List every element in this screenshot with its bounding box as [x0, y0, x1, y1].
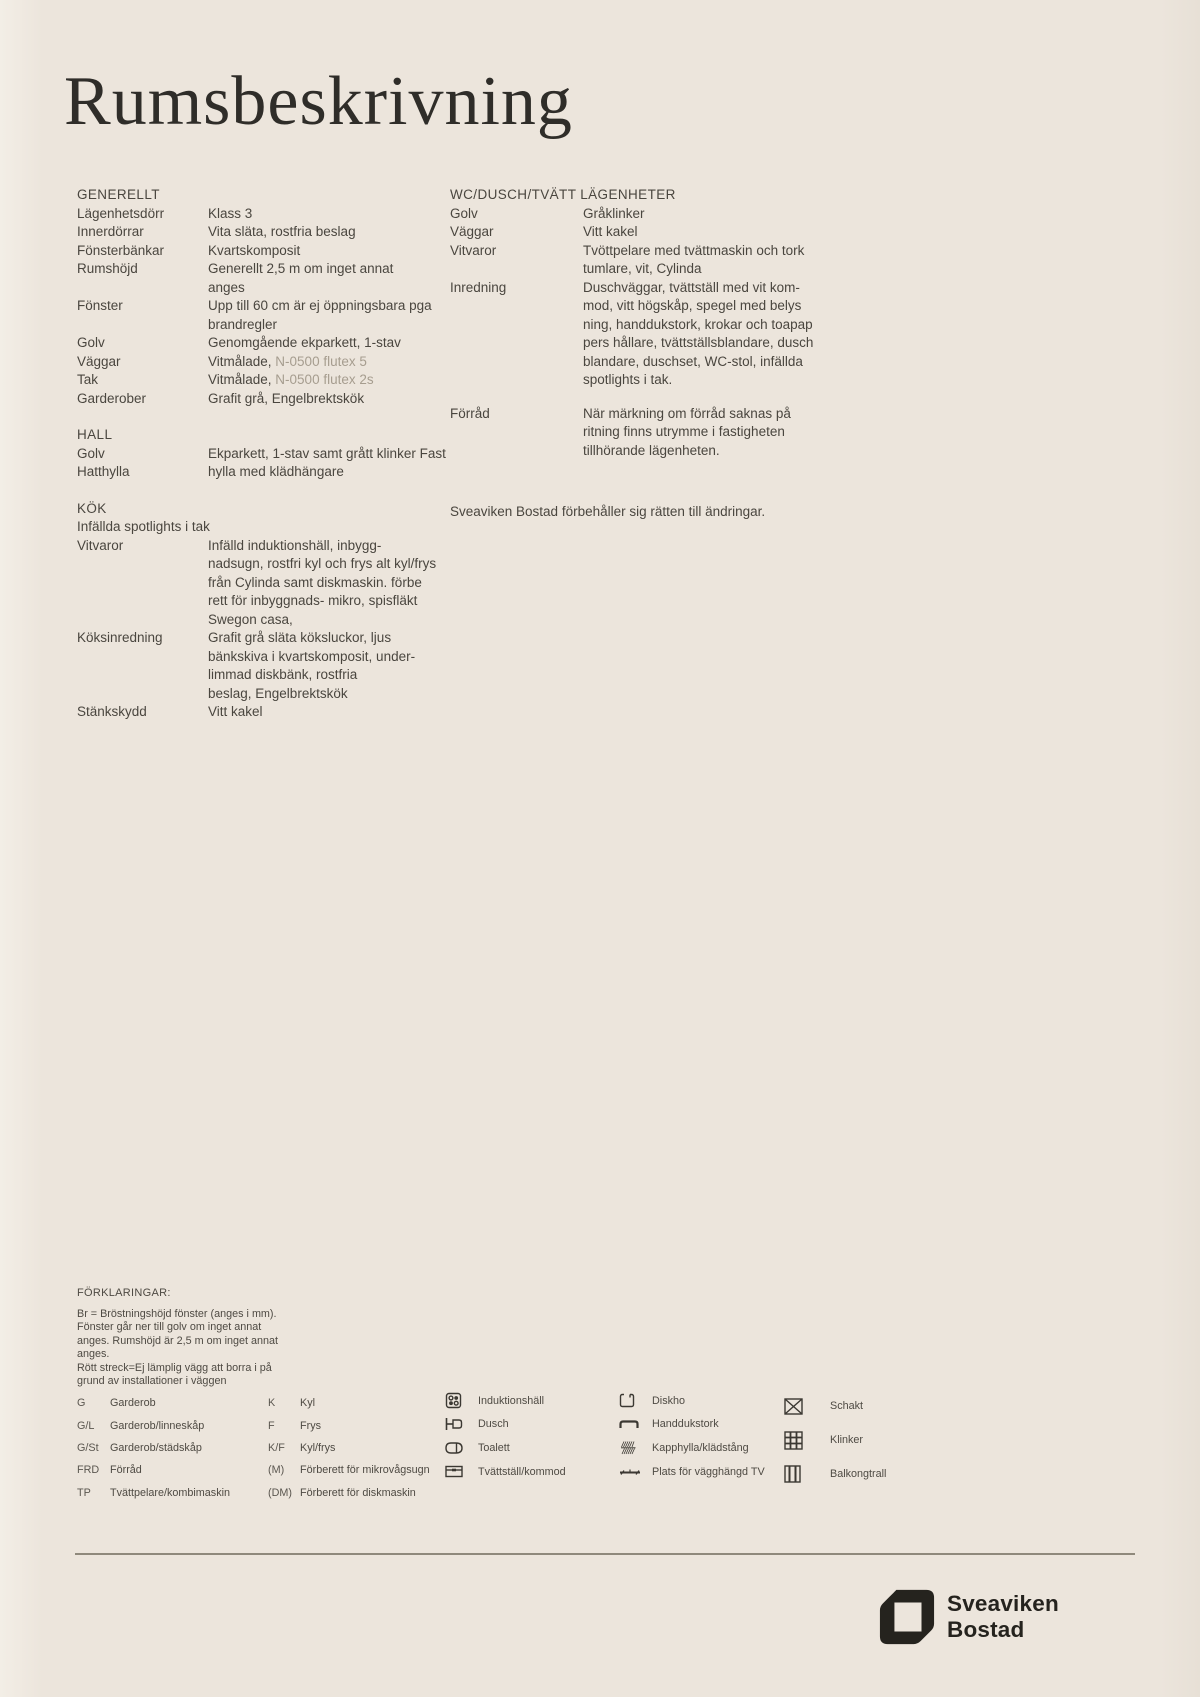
- legend-icon-column-2: [619, 1389, 784, 1483]
- page-title: Rumsbeskrivning: [64, 63, 573, 140]
- spec-row: [450, 405, 880, 461]
- sveaviken-logo-text: [947, 1591, 1059, 1643]
- shaft-icon: [784, 1398, 830, 1415]
- spec-value: [208, 334, 442, 353]
- spec-row: [77, 353, 442, 372]
- legend-note-line: grund av installationer i väggen: [77, 1375, 227, 1388]
- reservation-note: Sveaviken Bostad förbehåller sig rätten till ändringar.: [450, 504, 766, 519]
- spec-label: Tak: [77, 372, 99, 387]
- spec-value-line: [208, 685, 442, 704]
- spec-value-muted-text: N-0500 flutex 5: [275, 353, 367, 369]
- induction-hob-icon: [445, 1392, 478, 1409]
- legend-icon-column-3: [784, 1389, 924, 1491]
- legend-label: Induktionshäll: [478, 1394, 545, 1407]
- spec-row: [77, 205, 442, 224]
- legend-item: [619, 1436, 784, 1460]
- spec-value-line: [583, 353, 880, 372]
- spec-label: Köksinredning: [77, 630, 163, 645]
- spec-section: [450, 186, 880, 460]
- spec-value-line: [208, 353, 442, 372]
- spec-value: [208, 223, 442, 242]
- spec-value-text: Generellt 2,5 m om inget annat: [208, 261, 394, 276]
- spec-value-line: [208, 648, 442, 667]
- spec-value-line: [208, 666, 442, 685]
- legend-label: Tvättpelare/kombimaskin: [110, 1486, 231, 1499]
- spec-value-text: Vitt kakel: [208, 704, 263, 719]
- footer-divider: [75, 1553, 1135, 1555]
- spec-value: [208, 445, 446, 464]
- spec-value-line: [208, 537, 442, 556]
- spec-label: Väggar: [77, 353, 121, 369]
- legend-item: [77, 1437, 267, 1459]
- spec-value-line: [208, 279, 442, 298]
- spec-value-line: [583, 423, 880, 442]
- spec-value-line: [208, 242, 442, 261]
- washbasin-icon: [445, 1465, 478, 1478]
- logo-line1: Sveaviken: [947, 1591, 1059, 1616]
- logo-line2: Bostad: [947, 1617, 1025, 1642]
- legend-note-line: Fönster går ner till golv om inget annat: [77, 1321, 262, 1334]
- legend-abbr: F: [268, 1419, 275, 1432]
- spec-value-text: Vitmålade,: [208, 353, 276, 369]
- spec-value-text: tumlare, vit, Cylinda: [583, 261, 702, 276]
- spec-value-line: [583, 205, 880, 224]
- legend-heading: FÖRKLARINGAR:: [77, 1287, 171, 1299]
- spec-value-line: [208, 611, 442, 630]
- spec-value-line: [583, 242, 880, 261]
- spec-column-right: [450, 186, 880, 478]
- spec-value-line: [583, 316, 880, 335]
- spec-value-text: bänkskiva i kvartskomposit, under-: [208, 648, 416, 664]
- spec-value-text: Grafit grå släta köksluckor, ljus: [208, 630, 392, 645]
- spec-value: [208, 205, 442, 224]
- spec-row: [450, 223, 880, 242]
- spec-value: [583, 405, 880, 461]
- legend-note-line: anges. Rumshöjd är 2,5 m om inget annat: [77, 1334, 279, 1347]
- legend-label: Förråd: [110, 1464, 142, 1477]
- spec-value-text: Upp till 60 cm är ej öppningsbara pga: [208, 298, 432, 313]
- spec-value-line: [208, 574, 442, 593]
- spec-label: Innerdörrar: [77, 224, 144, 239]
- spec-value: [208, 260, 442, 297]
- spec-value-text: Genomgående ekparkett, 1-stav: [208, 335, 401, 350]
- spec-value: [583, 223, 880, 242]
- legend-label: Dusch: [478, 1418, 509, 1431]
- spec-value: [583, 279, 880, 390]
- spec-value-line: [208, 297, 442, 316]
- spec-label: Lägenhetsdörr: [77, 205, 165, 221]
- legend-item: [268, 1414, 443, 1436]
- spec-value: [208, 371, 442, 390]
- spec-value-text: hylla med klädhängare: [208, 464, 344, 479]
- spec-value-text: mod, vitt högskåp, spegel med belys: [583, 298, 802, 313]
- towel-rail-icon: [619, 1419, 652, 1429]
- spec-value: [208, 537, 442, 630]
- legend-abbr: (DM): [268, 1486, 292, 1499]
- legend-label: Diskho: [652, 1394, 686, 1407]
- spec-value-line: [208, 555, 442, 574]
- legend-item: [268, 1482, 443, 1504]
- spec-value-text: Vitmålade,: [208, 372, 276, 387]
- legend-label: Garderob/linneskåp: [110, 1419, 205, 1432]
- spec-value-text: Ekparkett, 1-stav samt grått klinker Fast: [208, 445, 446, 461]
- legend-label: Kapphylla/klädstång: [652, 1441, 749, 1454]
- legend-item: [445, 1460, 615, 1484]
- spec-value-line: [208, 463, 442, 482]
- spec-value-text: tillhörande lägenheten.: [583, 442, 720, 458]
- spec-value: [208, 297, 442, 334]
- legend-abbr: K/F: [268, 1441, 285, 1454]
- spec-value-line: [583, 297, 880, 316]
- legend-label: Plats för vägghängd TV: [652, 1465, 765, 1478]
- spec-value-text: pers hållare, tvättställsblandare, dusch: [583, 335, 814, 350]
- legend-label: Frys: [300, 1419, 321, 1432]
- wall-tv-icon: [619, 1468, 652, 1476]
- spec-column-left: [77, 186, 446, 740]
- section-heading: WC/DUSCH/TVÄTT LÄGENHETER: [450, 187, 676, 202]
- legend-label: Balkongtrall: [830, 1468, 887, 1480]
- legend-label: Toalett: [478, 1441, 510, 1454]
- shower-icon: [445, 1417, 478, 1431]
- spec-value-line: [208, 592, 442, 611]
- tiles-icon: [784, 1431, 830, 1450]
- spec-value-line: [208, 316, 442, 335]
- legend-item: [619, 1460, 784, 1484]
- spec-value-line: [208, 223, 442, 242]
- spec-value-text: ning, handdukstork, krokar och toapap: [583, 316, 813, 332]
- spec-row: [77, 445, 446, 464]
- spec-label: Fönster: [77, 298, 123, 313]
- legend-item: [619, 1389, 784, 1413]
- spec-value-line: [208, 390, 442, 409]
- spec-value: [208, 463, 442, 482]
- spec-value: [208, 629, 442, 703]
- spec-row: [77, 297, 442, 334]
- legend-abbr: (M): [268, 1464, 285, 1477]
- spec-row: [77, 463, 442, 482]
- spec-value-line: [583, 442, 880, 461]
- spec-row: [450, 279, 880, 390]
- spec-value: [208, 390, 442, 409]
- spec-value-text: När märkning om förråd saknas på: [583, 405, 791, 421]
- spec-value: [208, 353, 442, 372]
- legend-item: [77, 1459, 267, 1481]
- section-heading: GENERELLT: [77, 187, 160, 202]
- legend-abbr: FRD: [77, 1464, 100, 1477]
- sink-icon: [619, 1393, 652, 1408]
- spec-value-line: [583, 371, 880, 390]
- spec-value-line: [208, 445, 446, 464]
- spec-value-text: anges: [208, 279, 245, 295]
- legend-abbr-column-1: [77, 1392, 267, 1504]
- coat-rack-icon: [619, 1441, 652, 1455]
- spec-value-line: [583, 279, 880, 298]
- legend-label: Kyl/frys: [300, 1441, 336, 1454]
- spec-value-line: [208, 703, 442, 722]
- legend-note-line: Br = Bröstningshöjd fönster (anges i mm).: [77, 1308, 277, 1320]
- spec-value-muted-text: N-0500 flutex 2s: [275, 372, 374, 387]
- spec-label: Vitvaror: [77, 537, 124, 553]
- spec-section: [77, 500, 442, 722]
- spec-value-text: limmad diskbänk, rostfria: [208, 667, 358, 682]
- legend-label: Klinker: [830, 1434, 864, 1446]
- toilet-icon: [445, 1442, 478, 1454]
- spec-value-text: Infälld induktionshäll, inbygg-: [208, 537, 382, 553]
- spec-value-text: Swegon casa,: [208, 611, 293, 627]
- legend-item: [77, 1392, 267, 1414]
- legend-item: [445, 1413, 615, 1437]
- legend-label: Kyl: [300, 1397, 315, 1410]
- spec-value-text: Vitt kakel: [583, 224, 638, 239]
- spec-value-line: [208, 629, 442, 648]
- spec-value-text: brandregler: [208, 316, 278, 332]
- spec-row: [450, 205, 880, 224]
- spec-value-text: från Cylinda samt diskmaskin. förbe: [208, 574, 422, 590]
- legend-item: [784, 1423, 924, 1457]
- spec-value-text: Vita släta, rostfria beslag: [208, 224, 356, 239]
- legend-item: [784, 1389, 924, 1423]
- legend-item: [268, 1437, 443, 1459]
- legend-label: Tvättställ/kommod: [478, 1465, 566, 1478]
- spec-value-line: [208, 371, 442, 390]
- spec-label: Golv: [450, 205, 478, 221]
- legend-label: Schakt: [830, 1400, 864, 1412]
- spec-value-text: beslag, Engelbrektskök: [208, 685, 348, 701]
- legend-label: Handdukstork: [652, 1418, 719, 1431]
- spec-value-line: [583, 260, 880, 279]
- spec-row: [77, 537, 442, 630]
- spec-value-text: Kvartskomposit: [208, 242, 301, 258]
- spec-row: [77, 371, 442, 390]
- legend-item: [784, 1457, 924, 1491]
- spec-row: [77, 629, 442, 703]
- legend-item: [445, 1436, 615, 1460]
- spec-label: Förråd: [450, 405, 490, 421]
- legend-item: [619, 1413, 784, 1437]
- spec-value-text: rett för inbyggnads- mikro, spisfläkt: [208, 593, 418, 608]
- spec-value-text: Gråklinker: [583, 205, 645, 221]
- spec-value-line: [208, 334, 442, 353]
- legend-icon-column-1: [445, 1389, 615, 1483]
- spec-value-text: nadsugn, rostfri kyl och frys alt kyl/frys: [208, 556, 437, 571]
- spec-value-text: ritning finns utrymme i fastigheten: [583, 424, 785, 439]
- spec-value-text: Grafit grå, Engelbrektskök: [208, 390, 365, 406]
- spec-label: Rumshöjd: [77, 261, 138, 276]
- spec-value-line: [583, 405, 880, 424]
- spec-value-line: [583, 334, 880, 353]
- spec-label: Inredning: [450, 279, 507, 295]
- spec-section: [77, 426, 446, 482]
- spec-section: [77, 186, 442, 408]
- legend-label: Förberett för mikrovågsugn: [300, 1464, 430, 1477]
- spec-value-line: [583, 223, 880, 242]
- balcony-deck-icon: [784, 1465, 830, 1483]
- legend-abbr: TP: [77, 1486, 91, 1499]
- spec-label: Golv: [77, 335, 105, 350]
- spec-label: Stänkskydd: [77, 704, 147, 719]
- legend-item: [77, 1414, 267, 1436]
- spec-label: Hatthylla: [77, 464, 130, 479]
- section-heading: KÖK: [77, 500, 107, 516]
- spec-value-text: Duschväggar, tvättställ med vit kom-: [583, 279, 800, 295]
- spec-value-line: [208, 205, 442, 224]
- legend-label: Garderob/städskåp: [110, 1441, 202, 1454]
- sveaviken-logo-icon: [878, 1588, 936, 1646]
- spec-label: Golv: [77, 445, 105, 461]
- spec-row: [450, 242, 880, 279]
- spec-row: [77, 242, 442, 261]
- spec-label: Garderober: [77, 390, 147, 406]
- spec-value-text: Tvöttpelare med tvättmaskin och tork: [583, 242, 805, 258]
- legend-note: [77, 1308, 278, 1388]
- legend-abbr: G/L: [77, 1419, 95, 1432]
- spec-label: Väggar: [450, 224, 494, 239]
- spec-value-text: blandare, duschset, WC-stol, infällda: [583, 353, 803, 369]
- legend-abbr: G/St: [77, 1441, 99, 1454]
- spec-row: [77, 390, 442, 409]
- spec-row: [77, 260, 442, 297]
- spec-value-text: spotlights i tak.: [583, 372, 673, 387]
- legend-item: [445, 1389, 615, 1413]
- spec-label: Vitvaror: [450, 242, 497, 258]
- spec-label: Fönsterbänkar: [77, 242, 165, 258]
- legend-label: Garderob: [110, 1397, 156, 1410]
- spec-row: [77, 334, 442, 353]
- spec-value: [208, 242, 442, 261]
- spec-label: Infällda spotlights i tak: [77, 519, 210, 534]
- spec-row: [77, 223, 442, 242]
- legend-note-line: anges.: [77, 1348, 110, 1361]
- legend-abbr: G: [77, 1397, 86, 1410]
- spec-value-text: Klass 3: [208, 205, 253, 221]
- sveaviken-logo: [878, 1588, 1059, 1646]
- legend-note-line: Rött streck=Ej lämplig vägg att borra i på: [77, 1361, 272, 1374]
- legend-item: [268, 1392, 443, 1414]
- spec-value: [583, 205, 880, 224]
- spec-row: [77, 703, 442, 722]
- spec-value: [208, 703, 442, 722]
- legend-item: [268, 1459, 443, 1481]
- legend-label: Förberett för diskmaskin: [300, 1486, 416, 1499]
- legend-abbr: K: [268, 1397, 276, 1410]
- legend-abbr-column-2: [268, 1392, 443, 1504]
- spec-value-line: [208, 260, 442, 279]
- spec-row: [77, 518, 442, 537]
- section-heading: HALL: [77, 427, 113, 442]
- legend-item: [77, 1482, 267, 1504]
- spec-value: [583, 242, 880, 279]
